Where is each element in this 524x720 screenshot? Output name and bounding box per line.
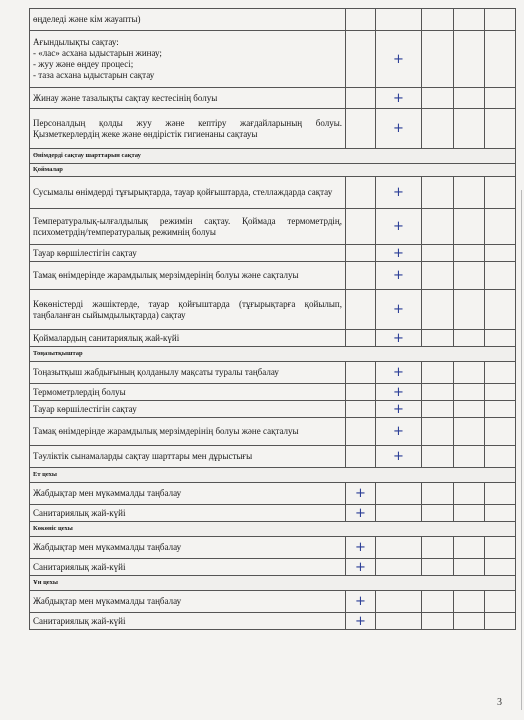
empty-check-cell [454,537,485,559]
empty-check-cell [346,88,376,109]
checklist-item-text: Температуралық-ылғалдылық режимін сақтау. Қоймада термометрдің, психометрдің/температуралық режимнің болуы [30,209,346,245]
checklist-row [30,384,516,401]
handwritten-plus-mark: + [393,90,404,106]
empty-check-cell [422,505,454,522]
empty-check-cell [485,209,516,245]
check-mark-cell [376,209,422,245]
empty-check-cell [485,483,516,505]
checklist-item-text: Тамақ өнімдерінде жарамдылық мерзімдерінің болуы және сақталуы [30,418,346,446]
checklist-item-text: Термометрлердің болуы [30,384,346,401]
empty-check-cell [422,290,454,330]
empty-check-cell [422,88,454,109]
handwritten-plus-mark: + [393,384,404,400]
check-mark-cell [376,177,422,209]
checklist-row [30,262,516,290]
section-title: Өнімдерді сақтау шарттарын сақтау [30,149,516,164]
checklist-row [30,31,516,88]
empty-check-cell [346,109,376,149]
checklist-item-text: Персоналдың қолды жуу және кептіру жағдайларының болуы. Қызметкерлердің жеке және өндірістік гигиенаны сақтауы [30,109,346,149]
checklist-item-text: Жабдықтар мен мүкәммалды таңбалау [30,591,346,613]
empty-check-cell [454,290,485,330]
empty-check-cell [485,330,516,347]
check-mark-cell [376,109,422,149]
check-mark-cell [346,559,376,576]
checklist-row [30,401,516,418]
checklist-item-text: Санитариялық жай-күйі [30,559,346,576]
empty-check-cell [422,109,454,149]
section-header-row [30,149,516,164]
section-title: Қоймалар [30,164,516,177]
empty-check-cell [376,591,422,613]
empty-check-cell [485,384,516,401]
checklist-item-text: Жабдықтар мен мүкәммалды таңбалау [30,483,346,505]
empty-check-cell [454,330,485,347]
empty-check-cell [485,245,516,262]
empty-check-cell [454,613,485,630]
empty-check-cell [376,9,422,31]
check-mark-cell [376,31,422,88]
empty-check-cell [376,559,422,576]
empty-check-cell [346,330,376,347]
empty-check-cell [422,559,454,576]
handwritten-plus-mark: + [355,540,366,555]
empty-check-cell [376,505,422,522]
empty-check-cell [422,613,454,630]
empty-check-cell [485,362,516,384]
empty-check-cell [422,418,454,446]
checklist-row [30,418,516,446]
checklist-row [30,330,516,347]
checklist-row [30,88,516,109]
empty-check-cell [485,401,516,418]
empty-check-cell [346,209,376,245]
empty-check-cell [346,262,376,290]
empty-check-cell [422,177,454,209]
empty-check-cell [454,109,485,149]
checklist-row [30,559,516,576]
empty-check-cell [422,537,454,559]
empty-check-cell [454,418,485,446]
empty-check-cell [422,209,454,245]
empty-check-cell [454,209,485,245]
checklist-item-text: Көкөністерді жәшіктерде, тауар қойғыштарда (тұғырықтарға қойылып, таңбаланған сыйымдылықтарда) сақтау [30,290,346,330]
empty-check-cell [346,418,376,446]
checklist-item-text: Тоңазытқыш жабдығының қолданылу мақсаты туралы таңбалау [30,362,346,384]
empty-check-cell [422,262,454,290]
empty-check-cell [485,591,516,613]
empty-check-cell [454,591,485,613]
handwritten-plus-mark: + [393,330,404,346]
section-title: Ет цехы [30,468,516,483]
checklist-row [30,505,516,522]
handwritten-plus-mark: + [393,121,404,136]
section-header-row [30,347,516,362]
checklist-item-text: Санитариялық жай-күйі [30,505,346,522]
checklist-item-text: Сусымалы өнімдерді тұғырықтарда, тауар қойғыштарда, стеллаждарда сақтау [30,177,346,209]
section-title: Көкөніс цехы [30,522,516,537]
page-number: 3 [497,697,502,708]
section-header-row [30,164,516,177]
section-header-row [30,576,516,591]
empty-check-cell [422,483,454,505]
empty-check-cell [454,446,485,468]
empty-check-cell [485,262,516,290]
empty-check-cell [422,446,454,468]
checklist-row [30,446,516,468]
empty-check-cell [454,384,485,401]
empty-check-cell [454,88,485,109]
empty-check-cell [346,31,376,88]
check-mark-cell [346,591,376,613]
check-mark-cell [376,245,422,262]
empty-check-cell [346,290,376,330]
check-mark-cell [376,401,422,418]
inspection-checklist-table [29,8,516,630]
empty-check-cell [485,418,516,446]
handwritten-plus-mark: + [355,486,366,501]
handwritten-plus-mark: + [355,613,366,629]
empty-check-cell [454,31,485,88]
empty-check-cell [454,505,485,522]
empty-check-cell [376,613,422,630]
empty-check-cell [346,401,376,418]
handwritten-plus-mark: + [393,424,404,439]
empty-check-cell [422,31,454,88]
section-header-row [30,468,516,483]
handwritten-plus-mark: + [355,559,366,575]
empty-check-cell [485,290,516,330]
empty-check-cell [346,446,376,468]
empty-check-cell [454,401,485,418]
empty-check-cell [485,88,516,109]
handwritten-plus-mark: + [393,449,404,464]
checklist-item-text: Санитариялық жай-күйі [30,613,346,630]
empty-check-cell [454,245,485,262]
checklist-row [30,109,516,149]
checklist-item-text: өңделеді және кім жауапты) [30,9,346,31]
scan-edge-line [521,190,522,710]
handwritten-plus-mark: + [393,302,404,317]
empty-check-cell [422,245,454,262]
check-mark-cell [376,262,422,290]
check-mark-cell [346,483,376,505]
empty-check-cell [346,177,376,209]
checklist-row [30,209,516,245]
handwritten-plus-mark: + [393,401,404,417]
checklist-row [30,9,516,31]
handwritten-plus-mark: + [393,185,404,200]
empty-check-cell [422,401,454,418]
empty-check-cell [346,245,376,262]
empty-check-cell [376,537,422,559]
check-mark-cell [376,88,422,109]
checklist-row [30,591,516,613]
checklist-item-text: Қоймалардың санитариялық жай-күйі [30,330,346,347]
checklist-row [30,483,516,505]
empty-check-cell [422,9,454,31]
handwritten-plus-mark: + [393,219,404,234]
checklist-row [30,290,516,330]
empty-check-cell [485,177,516,209]
checklist-row [30,537,516,559]
check-mark-cell [346,613,376,630]
checklist-row [30,613,516,630]
empty-check-cell [485,9,516,31]
empty-check-cell [454,559,485,576]
section-title: Ұн цехы [30,576,516,591]
checklist-item-text: Тауар көршілестігін сақтау [30,245,346,262]
empty-check-cell [454,483,485,505]
empty-check-cell [485,31,516,88]
checklist-item-text: Тамақ өнімдерінде жарамдылық мерзімдерінің болуы және сақталуы [30,262,346,290]
check-mark-cell [376,418,422,446]
empty-check-cell [485,109,516,149]
empty-check-cell [454,362,485,384]
check-mark-cell [376,330,422,347]
empty-check-cell [454,177,485,209]
checklist-item-text: Тауар көршілестігін сақтау [30,401,346,418]
handwritten-plus-mark: + [355,594,366,609]
handwritten-plus-mark: + [393,268,404,283]
empty-check-cell [485,559,516,576]
check-mark-cell [376,362,422,384]
check-mark-cell [346,505,376,522]
checklist-row [30,177,516,209]
empty-check-cell [422,330,454,347]
empty-check-cell [422,591,454,613]
section-header-row [30,522,516,537]
empty-check-cell [454,9,485,31]
empty-check-cell [485,446,516,468]
empty-check-cell [346,384,376,401]
empty-check-cell [485,537,516,559]
empty-check-cell [422,362,454,384]
checklist-item-text: Жабдықтар мен мүкәммалды таңбалау [30,537,346,559]
checklist-row [30,362,516,384]
checklist-row [30,245,516,262]
check-mark-cell [376,446,422,468]
check-mark-cell [376,384,422,401]
checklist-item-text: Тәуліктік сынамаларды сақтау шарттары мен дұрыстығы [30,446,346,468]
empty-check-cell [376,483,422,505]
empty-check-cell [346,362,376,384]
handwritten-plus-mark: + [355,505,366,521]
checklist-item-text: Жинау және тазалықты сақтау кестесінің болуы [30,88,346,109]
handwritten-plus-mark: + [393,365,404,380]
empty-check-cell [485,505,516,522]
check-mark-cell [346,537,376,559]
empty-check-cell [454,262,485,290]
section-title: Тоңазытқыштар [30,347,516,362]
handwritten-plus-mark: + [393,245,404,261]
empty-check-cell [346,9,376,31]
check-mark-cell [376,290,422,330]
handwritten-plus-mark: + [393,51,404,67]
checklist-item-text: Ағындылықты сақтау: - «лас» асхана ыдыстарын жинау; - жуу және өңдеу процесі; - таза асхана ыдыстарын сақтау [30,31,346,88]
empty-check-cell [485,613,516,630]
empty-check-cell [422,384,454,401]
